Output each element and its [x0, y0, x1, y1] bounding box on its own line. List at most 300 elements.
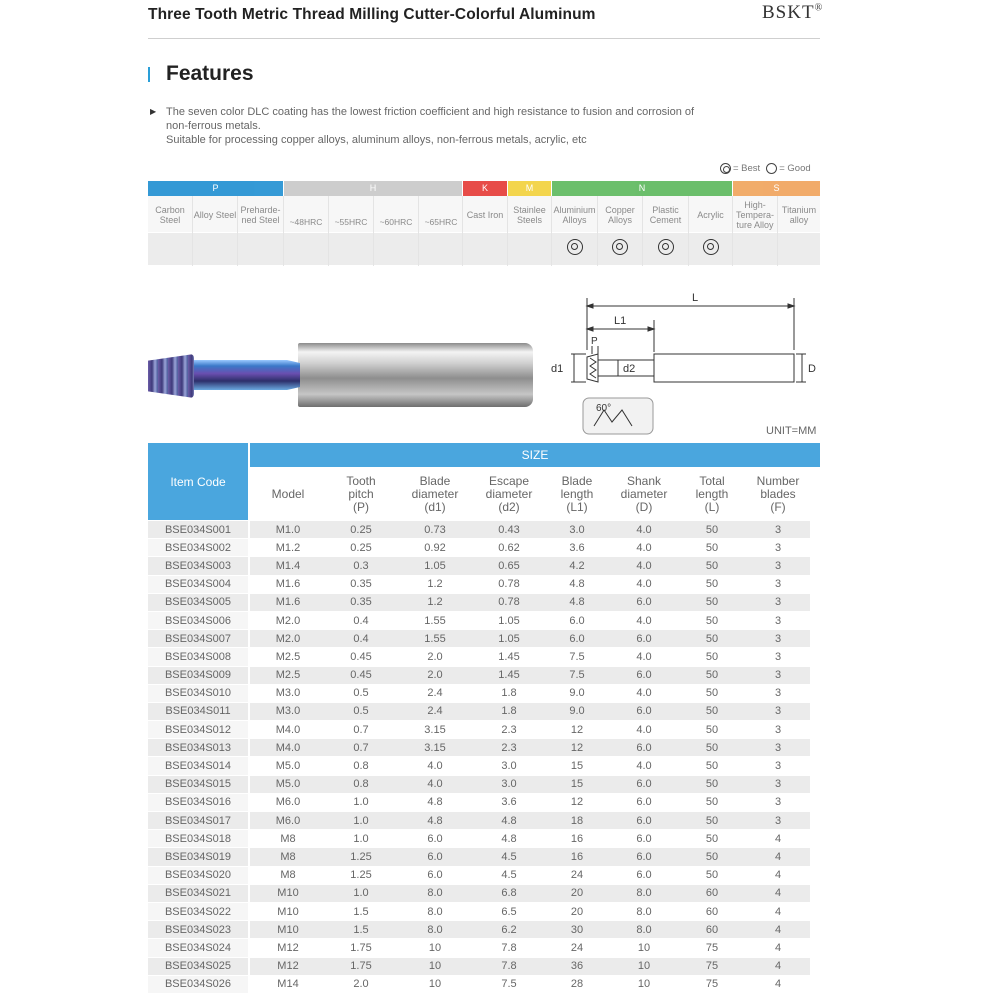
table-cell: 3.0 — [544, 521, 610, 538]
brand-name: BSKT — [762, 2, 815, 23]
unit-label: UNIT=MM — [766, 425, 817, 437]
table-cell: 7.5 — [544, 648, 610, 665]
table-row — [148, 903, 820, 921]
brand-logo — [762, 2, 823, 24]
size-column-header: Number blades (F) — [756, 473, 800, 514]
table-cell: 6.0 — [610, 703, 678, 720]
table-cell: 4.8 — [396, 794, 474, 811]
table-cell: 4 — [746, 976, 810, 993]
table-cell: 50 — [678, 576, 746, 593]
table-row — [148, 721, 820, 739]
table-cell: 8.0 — [396, 921, 474, 938]
material-sub-label: Carbon Steel — [155, 205, 185, 225]
table-cell: 16 — [544, 848, 610, 865]
table-row — [148, 921, 820, 939]
material-column-divider — [283, 196, 284, 266]
table-cell: 3.6 — [474, 794, 544, 811]
table-cell: 12 — [544, 721, 610, 738]
table-cell: 50 — [678, 539, 746, 556]
table-cell: 1.8 — [474, 685, 544, 702]
table-cell: 50 — [678, 830, 746, 847]
material-sub-label: Copper Alloys — [605, 205, 635, 225]
table-cell: 1.45 — [474, 648, 544, 665]
table-cell: 1.55 — [396, 612, 474, 629]
table-cell: 3 — [746, 776, 810, 793]
table-cell: 12 — [544, 739, 610, 756]
table-cell: 6.8 — [474, 885, 544, 902]
section-accent-bar — [148, 67, 150, 82]
table-cell: 50 — [678, 630, 746, 647]
table-cell: 1.5 — [326, 921, 396, 938]
table-cell: 6.0 — [396, 830, 474, 847]
thread-angle: 60° — [596, 403, 612, 414]
table-cell: 4.0 — [610, 648, 678, 665]
material-sub-label: ~48HRC — [289, 217, 323, 227]
table-cell: 0.7 — [326, 739, 396, 756]
item-code-cell: BSE034S011 — [148, 703, 248, 720]
table-row — [148, 739, 820, 757]
item-code-cell: BSE034S018 — [148, 830, 248, 847]
table-cell: 4.8 — [474, 830, 544, 847]
table-cell: 0.78 — [474, 576, 544, 593]
table-cell: 0.25 — [326, 539, 396, 556]
material-category-h: H — [284, 181, 462, 196]
desc-line: The seven color DLC coating has the lowest friction coefficient and high resistance to fusion and corrosion of — [166, 106, 695, 118]
table-cell: 0.62 — [474, 539, 544, 556]
table-cell: 4.0 — [610, 576, 678, 593]
table-cell: 1.2 — [396, 594, 474, 611]
table-cell: 4.0 — [396, 757, 474, 774]
table-cell: 4.0 — [610, 521, 678, 538]
table-cell: 8.0 — [610, 921, 678, 938]
table-cell: 50 — [678, 776, 746, 793]
table-cell: 18 — [544, 812, 610, 829]
material-column-divider — [237, 196, 238, 266]
size-column-header: Tooth pitch (P) — [346, 473, 376, 514]
table-cell: 2.4 — [396, 685, 474, 702]
table-cell: M3.0 — [250, 703, 326, 720]
table-cell: 24 — [544, 867, 610, 884]
material-column-divider — [597, 196, 598, 266]
table-cell: 0.4 — [326, 612, 396, 629]
material-sub-label: Titanium alloy — [781, 205, 817, 225]
table-cell: 3 — [746, 539, 810, 556]
table-cell: 0.78 — [474, 594, 544, 611]
size-table-body — [148, 521, 820, 994]
item-code-cell: BSE034S021 — [148, 885, 248, 902]
best-rating-icon — [612, 239, 628, 255]
tool-image — [148, 340, 533, 410]
table-cell: 6.0 — [610, 630, 678, 647]
table-cell: 0.45 — [326, 648, 396, 665]
table-cell: M12 — [250, 958, 326, 975]
table-cell: 50 — [678, 867, 746, 884]
size-column-header: Blade length (L1) — [560, 473, 594, 514]
table-cell: 6.0 — [610, 667, 678, 684]
item-code-cell: BSE034S012 — [148, 721, 248, 738]
table-cell: M2.0 — [250, 612, 326, 629]
table-cell: 6.0 — [396, 848, 474, 865]
material-category-s: S — [733, 181, 820, 196]
material-column-divider — [328, 196, 329, 266]
material-category-n: N — [552, 181, 732, 196]
table-cell: M1.2 — [250, 539, 326, 556]
table-row — [148, 776, 820, 794]
table-cell: 3 — [746, 612, 810, 629]
table-cell: 0.5 — [326, 685, 396, 702]
table-cell: 15 — [544, 757, 610, 774]
table-cell: 4.2 — [544, 557, 610, 574]
material-sub-label: Cast Iron — [466, 210, 504, 220]
item-code-cell: BSE034S007 — [148, 630, 248, 647]
table-cell: 2.3 — [474, 739, 544, 756]
table-cell: M1.4 — [250, 557, 326, 574]
table-cell: 50 — [678, 685, 746, 702]
table-cell: 2.0 — [396, 648, 474, 665]
table-cell: 1.55 — [396, 630, 474, 647]
table-cell: 1.0 — [326, 794, 396, 811]
table-cell: M4.0 — [250, 739, 326, 756]
table-cell: 1.25 — [326, 867, 396, 884]
table-cell: 1.0 — [326, 830, 396, 847]
table-cell: 0.45 — [326, 667, 396, 684]
table-cell: 50 — [678, 612, 746, 629]
table-cell: 7.8 — [474, 939, 544, 956]
table-cell: 4.0 — [610, 757, 678, 774]
table-cell: M6.0 — [250, 794, 326, 811]
table-cell: 1.05 — [396, 557, 474, 574]
table-row — [148, 958, 820, 976]
material-sub-label: Acrylic — [697, 210, 724, 220]
table-cell: 6.0 — [544, 630, 610, 647]
table-cell: 10 — [610, 976, 678, 993]
table-cell: 3 — [746, 721, 810, 738]
table-cell: 10 — [610, 958, 678, 975]
table-row — [148, 812, 820, 830]
dim-L1: L1 — [614, 315, 627, 327]
table-cell: 50 — [678, 812, 746, 829]
tool-cutting-head — [148, 354, 194, 398]
table-cell: 10 — [396, 939, 474, 956]
table-row — [148, 867, 820, 885]
item-code-cell: BSE034S003 — [148, 557, 248, 574]
item-code-cell: BSE034S006 — [148, 612, 248, 629]
table-row — [148, 703, 820, 721]
item-code-cell: BSE034S022 — [148, 903, 248, 920]
best-rating-icon — [658, 239, 674, 255]
table-cell: 60 — [678, 921, 746, 938]
table-cell: 3 — [746, 739, 810, 756]
table-cell: M6.0 — [250, 812, 326, 829]
table-row — [148, 521, 820, 539]
table-cell: 6.0 — [544, 612, 610, 629]
table-cell: 0.25 — [326, 521, 396, 538]
dim-d1: d1 — [551, 363, 564, 375]
item-code-cell: BSE034S009 — [148, 667, 248, 684]
tool-neck — [192, 360, 300, 390]
table-cell: 16 — [544, 830, 610, 847]
features-description — [166, 105, 726, 147]
table-cell: 1.0 — [326, 885, 396, 902]
table-row — [148, 685, 820, 703]
table-cell: 6.0 — [610, 776, 678, 793]
table-cell: 3 — [746, 521, 810, 538]
table-cell: 0.8 — [326, 757, 396, 774]
table-cell: 50 — [678, 739, 746, 756]
size-column-header: Blade diameter (d1) — [411, 473, 459, 514]
item-code-cell: BSE034S004 — [148, 576, 248, 593]
table-cell: 0.73 — [396, 521, 474, 538]
table-row — [148, 794, 820, 812]
item-code-cell: BSE034S024 — [148, 939, 248, 956]
table-cell: 75 — [678, 958, 746, 975]
table-cell: 8.0 — [396, 885, 474, 902]
table-cell: 6.0 — [610, 739, 678, 756]
table-cell: 4.0 — [610, 685, 678, 702]
table-cell: 50 — [678, 703, 746, 720]
page-title: Three Tooth Metric Thread Milling Cutter-Colorful Aluminum — [148, 6, 596, 23]
table-cell: 4 — [746, 830, 810, 847]
table-cell: 10 — [396, 958, 474, 975]
material-sub-label: High-Tempera-ture Alloy — [735, 200, 774, 230]
table-cell: 4.0 — [610, 721, 678, 738]
item-code-cell: BSE034S005 — [148, 594, 248, 611]
table-cell: 50 — [678, 594, 746, 611]
material-category-p: P — [148, 181, 283, 196]
size-column-header: Model — [271, 486, 305, 501]
legend-good: = Good — [766, 163, 810, 174]
table-row — [148, 539, 820, 557]
table-cell: 2.0 — [326, 976, 396, 993]
table-cell: 60 — [678, 885, 746, 902]
item-code-cell: BSE034S019 — [148, 848, 248, 865]
table-cell: 4 — [746, 939, 810, 956]
table-cell: M8 — [250, 830, 326, 847]
table-row — [148, 557, 820, 575]
material-column-divider — [642, 196, 643, 266]
table-cell: M2.5 — [250, 667, 326, 684]
material-column-divider — [688, 196, 689, 266]
material-column-divider — [418, 196, 419, 266]
table-cell: 3.6 — [544, 539, 610, 556]
table-row — [148, 885, 820, 903]
desc-line: Suitable for processing copper alloys, aluminum alloys, non-ferrous metals, acrylic, etc — [166, 134, 587, 146]
tool-shank — [298, 343, 533, 407]
table-cell: 6.0 — [610, 830, 678, 847]
table-cell: 10 — [396, 976, 474, 993]
table-cell: 1.75 — [326, 958, 396, 975]
table-cell: 50 — [678, 521, 746, 538]
table-cell: M3.0 — [250, 685, 326, 702]
table-cell: 50 — [678, 757, 746, 774]
table-cell: 1.8 — [474, 703, 544, 720]
best-circle-icon — [720, 163, 731, 174]
table-cell: 30 — [544, 921, 610, 938]
table-cell: 3.15 — [396, 721, 474, 738]
dim-D: D — [808, 363, 816, 375]
material-sub-label: ~55HRC — [334, 217, 368, 227]
header-divider — [148, 38, 820, 39]
table-cell: 1.45 — [474, 667, 544, 684]
material-rating-row — [148, 233, 820, 265]
table-cell: 3 — [746, 576, 810, 593]
item-code-cell: BSE034S008 — [148, 648, 248, 665]
table-cell: 4.8 — [474, 812, 544, 829]
size-column-header: Shank diameter (D) — [620, 473, 668, 514]
table-cell: 28 — [544, 976, 610, 993]
table-cell: M12 — [250, 939, 326, 956]
table-cell: 4 — [746, 848, 810, 865]
material-sub-label: Alloy Steel — [193, 210, 237, 220]
table-cell: M2.0 — [250, 630, 326, 647]
material-sub-label: Stainlee Steels — [513, 205, 546, 225]
table-cell: 1.2 — [396, 576, 474, 593]
table-cell: 4 — [746, 885, 810, 902]
table-cell: M10 — [250, 885, 326, 902]
table-cell: 6.0 — [610, 867, 678, 884]
item-code-cell: BSE034S023 — [148, 921, 248, 938]
table-cell: M8 — [250, 867, 326, 884]
size-column-header: Escape diameter (d2) — [485, 473, 533, 514]
table-cell: M5.0 — [250, 757, 326, 774]
best-rating-icon — [567, 239, 583, 255]
material-category-k: K — [463, 181, 507, 196]
legend-best: = Best — [720, 163, 760, 174]
dim-d2: d2 — [623, 363, 636, 375]
features-heading: Features — [166, 62, 254, 85]
table-cell: 3.15 — [396, 739, 474, 756]
desc-line: non-ferrous metals. — [166, 120, 261, 132]
table-cell: 6.0 — [610, 794, 678, 811]
table-cell: 12 — [544, 794, 610, 811]
material-sub-label: Plastic Cement — [649, 205, 682, 225]
table-cell: 50 — [678, 557, 746, 574]
table-cell: 6.0 — [610, 594, 678, 611]
material-column-divider — [462, 196, 463, 266]
table-row — [148, 612, 820, 630]
material-column-divider — [373, 196, 374, 266]
table-cell: 3 — [746, 667, 810, 684]
table-cell: M2.5 — [250, 648, 326, 665]
table-cell: 9.0 — [544, 685, 610, 702]
table-cell: 3 — [746, 648, 810, 665]
registered-mark: ® — [814, 2, 824, 14]
table-cell: 3 — [746, 757, 810, 774]
table-cell: 15 — [544, 776, 610, 793]
table-cell: 1.75 — [326, 939, 396, 956]
bullet-arrow-icon: ▶ — [150, 107, 157, 116]
table-cell: 4 — [746, 958, 810, 975]
material-column-divider — [777, 196, 778, 266]
item-code-header: Item Code — [148, 443, 248, 520]
table-cell: 4 — [746, 903, 810, 920]
item-code-cell: BSE034S001 — [148, 521, 248, 538]
table-cell: 2.0 — [396, 667, 474, 684]
material-column-divider — [507, 196, 508, 266]
item-code-cell: BSE034S013 — [148, 739, 248, 756]
table-row — [148, 939, 820, 957]
table-cell: 50 — [678, 848, 746, 865]
table-cell: 1.25 — [326, 848, 396, 865]
table-cell: 50 — [678, 721, 746, 738]
dim-L: L — [692, 292, 699, 304]
table-cell: 0.7 — [326, 721, 396, 738]
table-cell: 1.05 — [474, 612, 544, 629]
table-cell: 4 — [746, 921, 810, 938]
technical-drawing — [550, 290, 825, 445]
item-code-cell: BSE034S017 — [148, 812, 248, 829]
table-cell: 4.0 — [610, 557, 678, 574]
table-row — [148, 976, 820, 994]
dim-P: P — [591, 336, 598, 347]
table-cell: 3 — [746, 703, 810, 720]
item-code-cell: BSE034S010 — [148, 685, 248, 702]
table-cell: 3 — [746, 594, 810, 611]
material-column-divider — [192, 196, 193, 266]
material-category-m: M — [508, 181, 551, 196]
item-code-cell: BSE034S025 — [148, 958, 248, 975]
table-cell: 75 — [678, 976, 746, 993]
table-cell: 3.0 — [474, 757, 544, 774]
item-code-cell: BSE034S015 — [148, 776, 248, 793]
table-cell: 0.43 — [474, 521, 544, 538]
table-cell: 0.35 — [326, 594, 396, 611]
table-row — [148, 594, 820, 612]
table-cell: 2.3 — [474, 721, 544, 738]
table-cell: 9.0 — [544, 703, 610, 720]
table-cell: 0.5 — [326, 703, 396, 720]
table-cell: 3 — [746, 812, 810, 829]
item-code-cell: BSE034S026 — [148, 976, 248, 993]
size-header: SIZE — [250, 443, 820, 467]
table-row — [148, 848, 820, 866]
table-cell: 4.8 — [544, 576, 610, 593]
table-cell: M10 — [250, 903, 326, 920]
table-cell: 36 — [544, 958, 610, 975]
table-cell: 20 — [544, 885, 610, 902]
table-cell: 0.92 — [396, 539, 474, 556]
table-cell: 3 — [746, 557, 810, 574]
material-sub-label: Aluminium Alloys — [553, 205, 596, 225]
table-cell: 4.5 — [474, 867, 544, 884]
material-sub-label: Preharde-ned Steel — [240, 205, 281, 225]
item-code-cell: BSE034S020 — [148, 867, 248, 884]
table-cell: M8 — [250, 848, 326, 865]
table-cell: M5.0 — [250, 776, 326, 793]
table-cell: 4.0 — [610, 612, 678, 629]
table-cell: 8.0 — [610, 903, 678, 920]
good-circle-icon — [766, 163, 777, 174]
table-cell: 1.05 — [474, 630, 544, 647]
table-cell: 0.8 — [326, 776, 396, 793]
material-sub-label: ~65HRC — [424, 217, 458, 227]
table-cell: 7.5 — [474, 976, 544, 993]
table-cell: 50 — [678, 794, 746, 811]
table-cell: 4.8 — [396, 812, 474, 829]
table-cell: 0.4 — [326, 630, 396, 647]
table-cell: 50 — [678, 667, 746, 684]
table-cell: 1.5 — [326, 903, 396, 920]
table-row — [148, 630, 820, 648]
table-cell: 60 — [678, 903, 746, 920]
table-cell: 0.35 — [326, 576, 396, 593]
table-cell: 7.8 — [474, 958, 544, 975]
table-cell: 20 — [544, 903, 610, 920]
table-cell: 8.0 — [610, 885, 678, 902]
item-code-cell: BSE034S002 — [148, 539, 248, 556]
table-cell: 0.65 — [474, 557, 544, 574]
material-sub-label: ~60HRC — [379, 217, 413, 227]
